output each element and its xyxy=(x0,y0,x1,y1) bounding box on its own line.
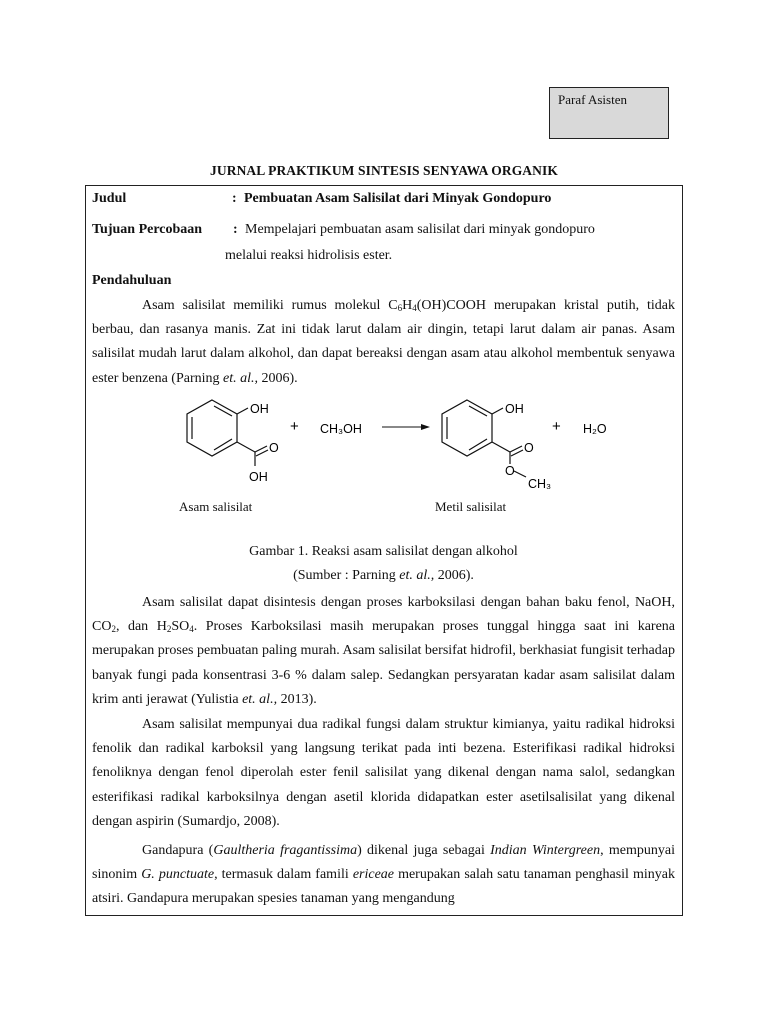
water-label: H₂O xyxy=(583,422,607,436)
figure-caption-line1: Gambar 1. Reaksi asam salisilat dengan alkohol xyxy=(249,544,518,559)
reactant-carbonyl-o-label: O xyxy=(269,441,279,455)
reactant-acid-oh-label: OH xyxy=(249,470,268,484)
pendahuluan-heading: Pendahuluan xyxy=(92,273,172,288)
paragraph-1: Asam salisilat memiliki rumus molekul $C_6H_4(OH)COOH$ merupakan kristal putih, tidak berbau, dan rasanya manis. Zat ini tidak larut dalam air dingin, tetapi larut dalam air panas. Asam salisilat mudah larut dalam alkohol, dan dapat bereaksi dengan asam atau alkohol membentuk senyawa ester benzena (Parning et. al., 2006). xyxy=(92,298,675,386)
paragraph-4: Gandapura (Gaultheria fragantissima) dikenal juga sebagai Indian Wintergreen, mempunyai sinonim G. punctuate, termasuk dalam famili ericeae merupakan salah satu tanaman penghasil minyak atsiri. Gandapura merupakan spesies tanaman yang mengandung xyxy=(92,843,675,907)
journal-title: JURNAL PRAKTIKUM SINTESIS SENYAWA ORGANIK xyxy=(210,163,558,178)
product-ester-o-label: O xyxy=(505,464,515,478)
paraf-asisten-box xyxy=(549,87,669,139)
paraf-label: Paraf Asisten xyxy=(558,92,627,107)
reaction-arrow xyxy=(382,424,430,430)
tujuan-line1: Mempelajari pembuatan asam salisilat dari minyak gondopuro xyxy=(245,222,595,237)
reactant-oh-label: OH xyxy=(250,402,269,416)
paragraph-2: Asam salisilat dapat disintesis dengan proses karboksilasi dengan bahan baku fenol, NaOH, $CO_2$, dan $H_2SO_4$. Proses Karboksilasi masih merupakan proses tunggal hingga saat ini karena merupakan proses pembuatan paling murah. Asam salisilat bersifat hidrofil, berkhasiat fungisit terhadap banyak fungi pada konsentrasi 3-6 % dalam salep. Sedangkan persyaratan kadar asam salisilat dalam krim anti jerawat (Yulistia et. al., 2013). xyxy=(92,595,675,707)
journal-frame xyxy=(85,185,683,916)
product-methyl-label: CH₃ xyxy=(528,477,552,491)
plus-sign-1: + xyxy=(290,418,299,435)
reactant-name-label: Asam salisilat xyxy=(179,499,253,514)
judul-value: Pembuatan Asam Salisilat dari Minyak Gondopuro xyxy=(244,191,552,206)
methanol-label: CH₃OH xyxy=(320,422,362,436)
tujuan-label: Tujuan Percobaan xyxy=(92,222,203,237)
product-name-label: Metil salisilat xyxy=(435,499,507,514)
reaction-scheme xyxy=(166,394,683,494)
tujuan-colon: : xyxy=(233,222,238,237)
product-oh-label: OH xyxy=(505,402,524,416)
judul-label: Judul xyxy=(92,191,127,206)
plus-sign-2: + xyxy=(552,418,561,435)
tujuan-line2: melalui reaksi hidrolisis ester. xyxy=(225,248,393,263)
judul-colon: : xyxy=(232,191,237,206)
figure-caption-line2: (Sumber : Parning et. al., 2006). xyxy=(293,568,474,583)
paragraph-3: Asam salisilat mempunyai dua radikal fungsi dalam struktur kimianya, yaitu radikal hidroksi fenolik dan radikal karboksil yang langsung terikat pada inti bezena. Esterifikasi radikal hidroksi fenoliknya dengan fenol diperolah ester fenil salisilat yang dikenal dengan nama salol, sedangkan esterifikasi radikal karboksilnya dengan asetil klorida didapatkan ester asetilsalisilat yang dikenal dengan aspirin (Sumardjo, 2008). xyxy=(92,717,675,829)
product-carbonyl-o-label: O xyxy=(524,441,534,455)
